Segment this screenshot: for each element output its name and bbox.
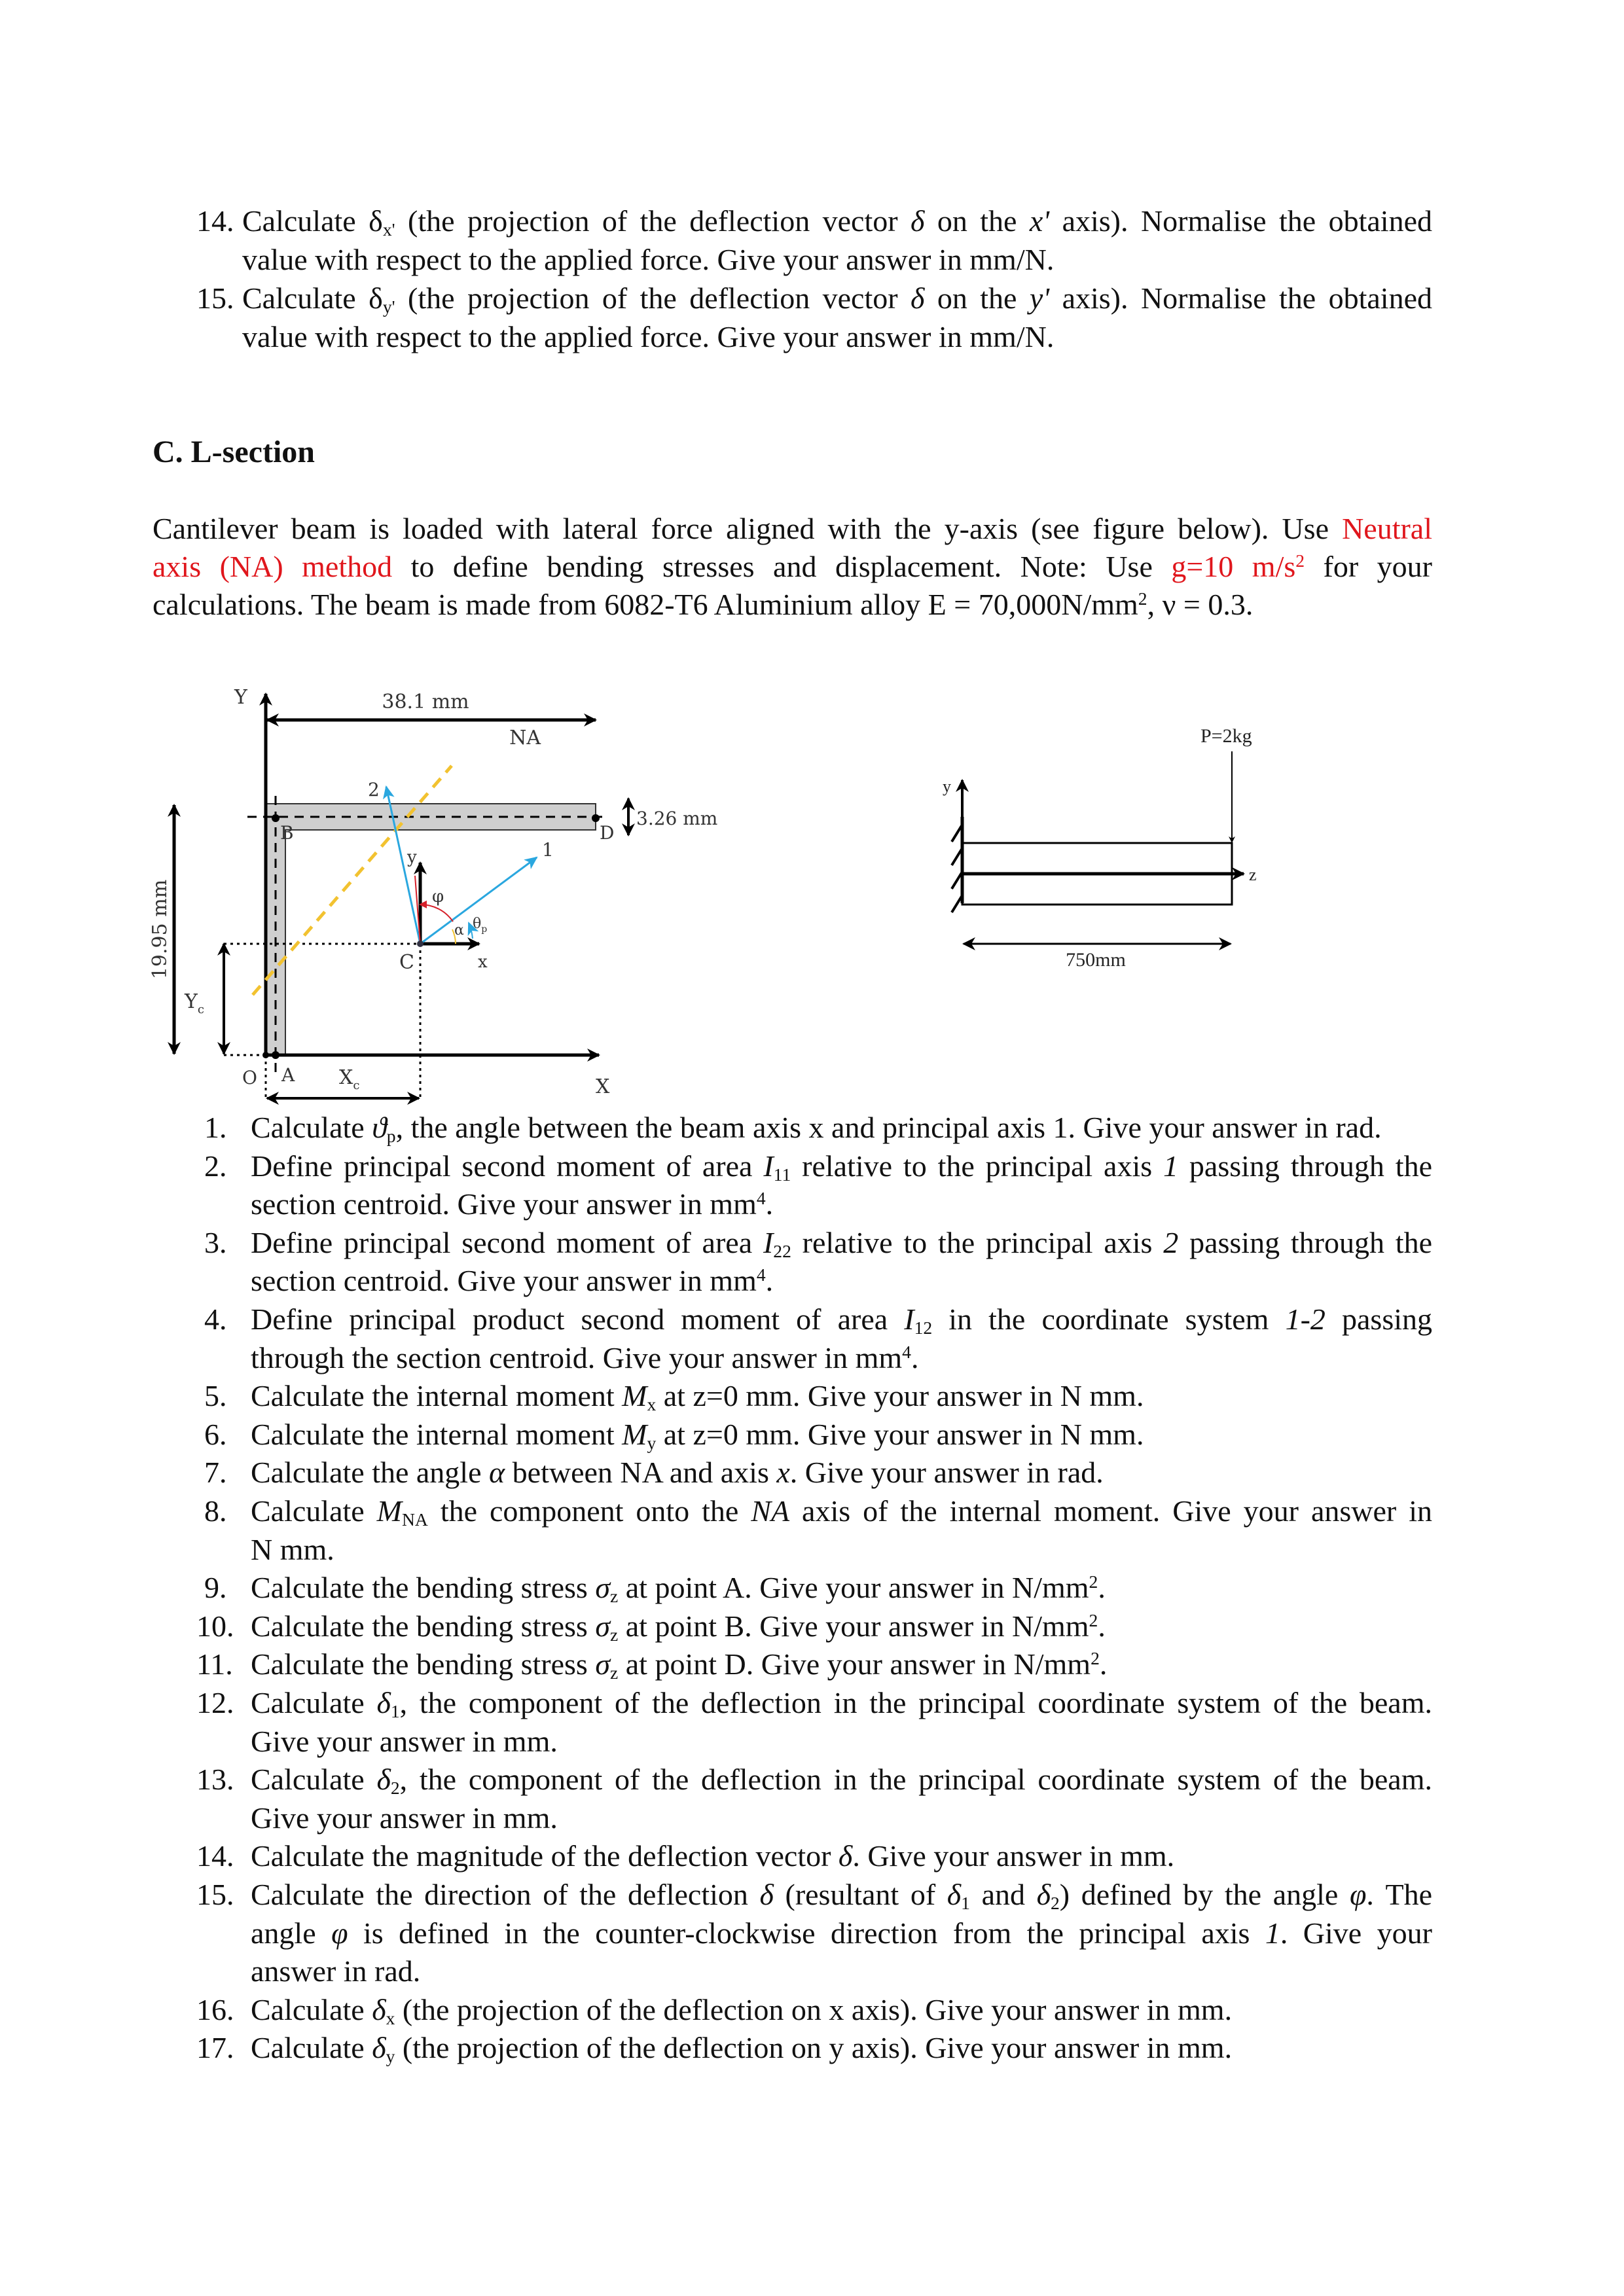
question-number: 4.	[204, 1302, 227, 1336]
centroid-label: C	[399, 951, 414, 974]
xc-label: $X_c$	[339, 1066, 360, 1092]
question-text-line: Calculate the internal moment $M_y$ at z=0 mm. Give your answer in N mm.	[251, 1417, 1144, 1453]
question-text-line: Calculate the bending stress $\sigma_z$ at point A. Give your answer in $N/mm^2$.	[251, 1571, 1106, 1607]
beam-y-label: y	[943, 777, 951, 796]
question-number: 3.	[204, 1225, 227, 1259]
question-text-line: Calculate the angle α between NA and axis x. Give your answer in rad.	[251, 1456, 1104, 1490]
cross-section-diagram	[149, 686, 717, 1100]
question-text-line: Calculate the magnitude of the deflection vector δ. Give your answer in mm.	[251, 1839, 1175, 1873]
question-text-line: Calculate $ϑ_p$, the angle between the beam axis x and principal axis 1. Give your answer in rad.	[251, 1111, 1382, 1146]
highlight-text: axis (NA) method	[153, 550, 393, 583]
origin-label: O	[242, 1067, 257, 1088]
question-text-line: Define principal second moment of area $I_{22}$ relative to the principal axis 2 passing through the	[251, 1225, 1432, 1261]
intro-line-1: Cantilever beam is loaded with lateral force aligned with the y-axis (see figure below). Use Neutral	[153, 512, 1432, 545]
question-text-line: Give your answer in mm.	[251, 1801, 558, 1835]
centroid-marker	[417, 941, 424, 947]
axis-Y-label: Y	[234, 686, 247, 709]
question-number: 8.	[204, 1494, 227, 1528]
question-text-line: answer in rad.	[251, 1954, 421, 1988]
question-number: 17.	[196, 2031, 234, 2065]
question-number: 9.	[204, 1571, 227, 1605]
question-text-line: value with respect to the applied force. Give your answer in mm/N.	[242, 243, 1055, 276]
question-text-line: Calculate $\delta_x$ (the projection of the deflection on x axis). Give your answer in mm.	[251, 1992, 1233, 2028]
figure-l-section-cantilever	[149, 668, 1525, 1098]
intro-line-2: axis (NA) method to define bending stresses and displacement. Note: Use g=10 $m/s^2$ for your	[153, 550, 1432, 583]
load-label: P=2kg	[1200, 725, 1252, 747]
point-B-label: B	[280, 822, 294, 844]
height-label: 19.95 mm	[149, 879, 171, 980]
question-text-line: Define principal second moment of area $I_{11}$ relative to the principal axis 1 passing through the	[251, 1149, 1432, 1185]
section-heading: C. L-section	[153, 435, 315, 469]
theta-label: $\theta_p$	[473, 916, 488, 935]
question-number: 12.	[196, 1686, 234, 1719]
question-number: 2.	[204, 1149, 227, 1183]
question-text-line: Define principal product second moment of area $I_{12}$ in the coordinate system 1-2 passing	[251, 1302, 1433, 1338]
local-y-label: y	[407, 848, 417, 867]
width-label: 38.1 mm	[382, 691, 469, 713]
question-number: 14.	[196, 204, 234, 238]
cantilever-beam-diagram	[943, 725, 1257, 971]
intro-line-3: calculations. The beam is made from 6082-T6 Aluminium alloy $E = 70,000N/mm^2$, ν = 0.3.	[153, 588, 1254, 621]
question-number: 5.	[204, 1379, 227, 1413]
question-text-line: Calculate the direction of the deflection δ (resultant of $\delta_1$ and $\delta_2$) defined by the angle φ. The	[251, 1878, 1433, 1913]
question-text-line: Calculate $\delta_y$ (the projection of the deflection on y axis). Give your answer in mm.	[251, 2031, 1233, 2067]
question-text-line: N mm.	[251, 1532, 334, 1566]
question-text-line: Calculate $\delta_1$, the component of the deflection in the principal coordinate system of the beam.	[251, 1686, 1432, 1721]
local-x-label: x	[478, 952, 488, 972]
question-number: 16.	[196, 1992, 234, 2026]
question-text-line: Calculate $\delta_{y'}$ (the projection of the deflection vector δ on the y' axis). Normalise the obtained	[242, 281, 1433, 317]
point-A-marker	[272, 1051, 280, 1059]
alpha-label: α	[454, 922, 464, 939]
question-text-line: Calculate the bending stress $\sigma_z$ at point D. Give your answer in $N/mm^2$.	[251, 1647, 1108, 1683]
question-number: 11.	[196, 1647, 233, 1681]
question-text-line: Calculate the internal moment $M_x$ at z=0 mm. Give your answer in N mm.	[251, 1379, 1144, 1415]
na-label: NA	[509, 726, 541, 749]
thickness-label: 3.26 mm	[636, 808, 718, 829]
question-number: 7.	[204, 1456, 227, 1490]
question-text-line: angle φ is defined in the counter-clockwise direction from the principal axis 1. Give your	[251, 1916, 1432, 1950]
point-D-marker	[592, 814, 600, 822]
question-text-line: value with respect to the applied force. Give your answer in mm/N.	[242, 320, 1055, 353]
question-text-line: section centroid. Give your answer in $mm^4$.	[251, 1264, 774, 1298]
phi-arc	[420, 905, 453, 922]
question-number: 15.	[196, 281, 234, 315]
principal-2-label: 2	[368, 779, 380, 800]
question-number: 1.	[204, 1111, 227, 1144]
highlight-text: Neutral	[1342, 512, 1432, 545]
question-number: 14.	[196, 1839, 234, 1873]
question-text-line: Calculate $\delta_2$, the component of the deflection in the principal coordinate system of the beam.	[251, 1763, 1432, 1799]
hatch-line	[952, 895, 962, 912]
origin-marker	[262, 1052, 269, 1058]
question-number: 15.	[196, 1878, 234, 1911]
phi-label: φ	[432, 887, 444, 906]
point-D-label: D	[600, 822, 615, 844]
point-A-label: A	[281, 1064, 295, 1086]
question-number: 6.	[204, 1417, 227, 1451]
principal-1-label: 1	[542, 839, 554, 861]
length-label: 750mm	[1066, 949, 1126, 971]
question-number: 10.	[196, 1609, 234, 1643]
yc-label: $Y_c$	[185, 990, 204, 1016]
question-text-line: Calculate the bending stress $\sigma_z$ at point B. Give your answer in $N/mm^2$.	[251, 1609, 1106, 1645]
question-text-line: section centroid. Give your answer in $mm^4$.	[251, 1187, 774, 1221]
question-number: 13.	[196, 1763, 234, 1797]
axis-X-label: X	[596, 1075, 610, 1098]
beam-z-label: z	[1249, 865, 1257, 884]
question-text-line: Give your answer in mm.	[251, 1724, 558, 1758]
question-text-line: through the section centroid. Give your answer in $mm^4$.	[251, 1340, 919, 1374]
question-text-line: Calculate $M_{NA}$ the component onto the NA axis of the internal moment. Give your answer in	[251, 1494, 1432, 1530]
highlight-text: g=10 m/s	[1171, 550, 1296, 583]
question-text-line: Calculate $\delta_{x'}$ (the projection of the deflection vector δ on the x' axis). Normalise the obtained	[242, 204, 1433, 240]
point-B-marker	[272, 814, 280, 822]
